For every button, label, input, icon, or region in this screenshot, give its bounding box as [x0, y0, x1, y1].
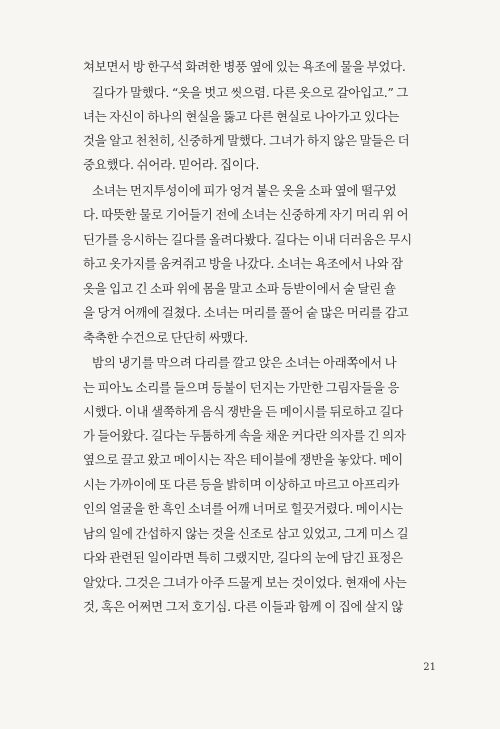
- text-line: 인의 얼굴을 한 흑인 소녀를 어깨 너머로 힐끗거렸다. 메이시는: [83, 501, 403, 516]
- text-line: 을 당겨 어깨에 걸쳤다. 소녀는 머리를 풀어 숱 많은 머리를 감고: [83, 305, 409, 320]
- text-line: 것, 혹은 어쩌면 그저 호기심. 다른 이들과 함께 이 집에 살지 않: [83, 599, 404, 614]
- text-line: 시는 가까이에 또 다른 등을 밝히며 이상하고 마르고 아프리카: [83, 477, 400, 492]
- text-line: 가 들어왔다. 길다는 두툼하게 속을 채운 커다란 의자를 긴 의자: [83, 428, 406, 443]
- text-line: 딘가를 응시하는 길다를 올려다봤다. 길다는 이내 더러움은 무시: [83, 232, 412, 247]
- text-line: 는 피아노 소리를 들으며 등불이 던지는 가만한 그림자들을 응: [83, 380, 400, 395]
- text-line: 중요했다. 쉬어라. 믿어라. 집이다.: [83, 157, 260, 172]
- text-line: 시했다. 이내 샐쭉하게 음식 쟁반을 든 메이시를 뒤로하고 길다: [83, 404, 403, 419]
- text-line: 것을 알고 천천히, 신중하게 말했다. 그녀가 하지 않은 말들은 더: [83, 133, 410, 148]
- text-line: 다와 관련된 일이라면 특히 그랬지만, 길다의 눈에 담긴 표정은: [83, 550, 403, 565]
- text-line: 소녀는 먼지투성이에 피가 엉겨 붙은 옷을 소파 옆에 떨구었: [92, 183, 397, 198]
- text-line: 축축한 수건으로 단단히 싸맸다.: [83, 330, 248, 345]
- text-line: 알았다. 그것은 그녀가 아주 드물게 보는 것이었다. 현재에 사는: [83, 575, 407, 590]
- text-line: 옷을 입고 긴 소파 위에 몸을 말고 소파 등받이에서 술 달린 숄: [83, 281, 396, 296]
- text-line: 녀는 자신이 하나의 현실을 뚫고 다른 현실로 나아가고 있다는: [83, 109, 400, 124]
- text-line: 쳐보면서 방 한구석 화려한 병풍 옆에 있는 욕조에 물을 부었다.: [83, 59, 406, 74]
- text-line: 다. 따뜻한 물로 기어들기 전에 소녀는 신중하게 자기 머리 위 어: [83, 207, 409, 222]
- page-number: 21: [423, 662, 436, 673]
- text-line: 옆으로 끌고 왔고 메이시는 작은 테이블에 쟁반을 놓았다. 메이: [83, 452, 403, 467]
- text-line: 길다가 말했다. “옷을 벗고 씻으렴. 다른 옷으로 갈아입고.” 그: [92, 85, 409, 100]
- text-line: 밤의 냉기를 막으려 다리를 깔고 앉은 소녀는 아래쪽에서 나: [92, 355, 397, 370]
- text-line: 남의 일에 간섭하지 않는 것을 신조로 삼고 있었고, 그게 미스 길: [83, 526, 409, 541]
- text-line: 하고 옷가지를 움켜쥐고 방을 나갔다. 소녀는 욕조에서 나와 잠: [83, 256, 403, 271]
